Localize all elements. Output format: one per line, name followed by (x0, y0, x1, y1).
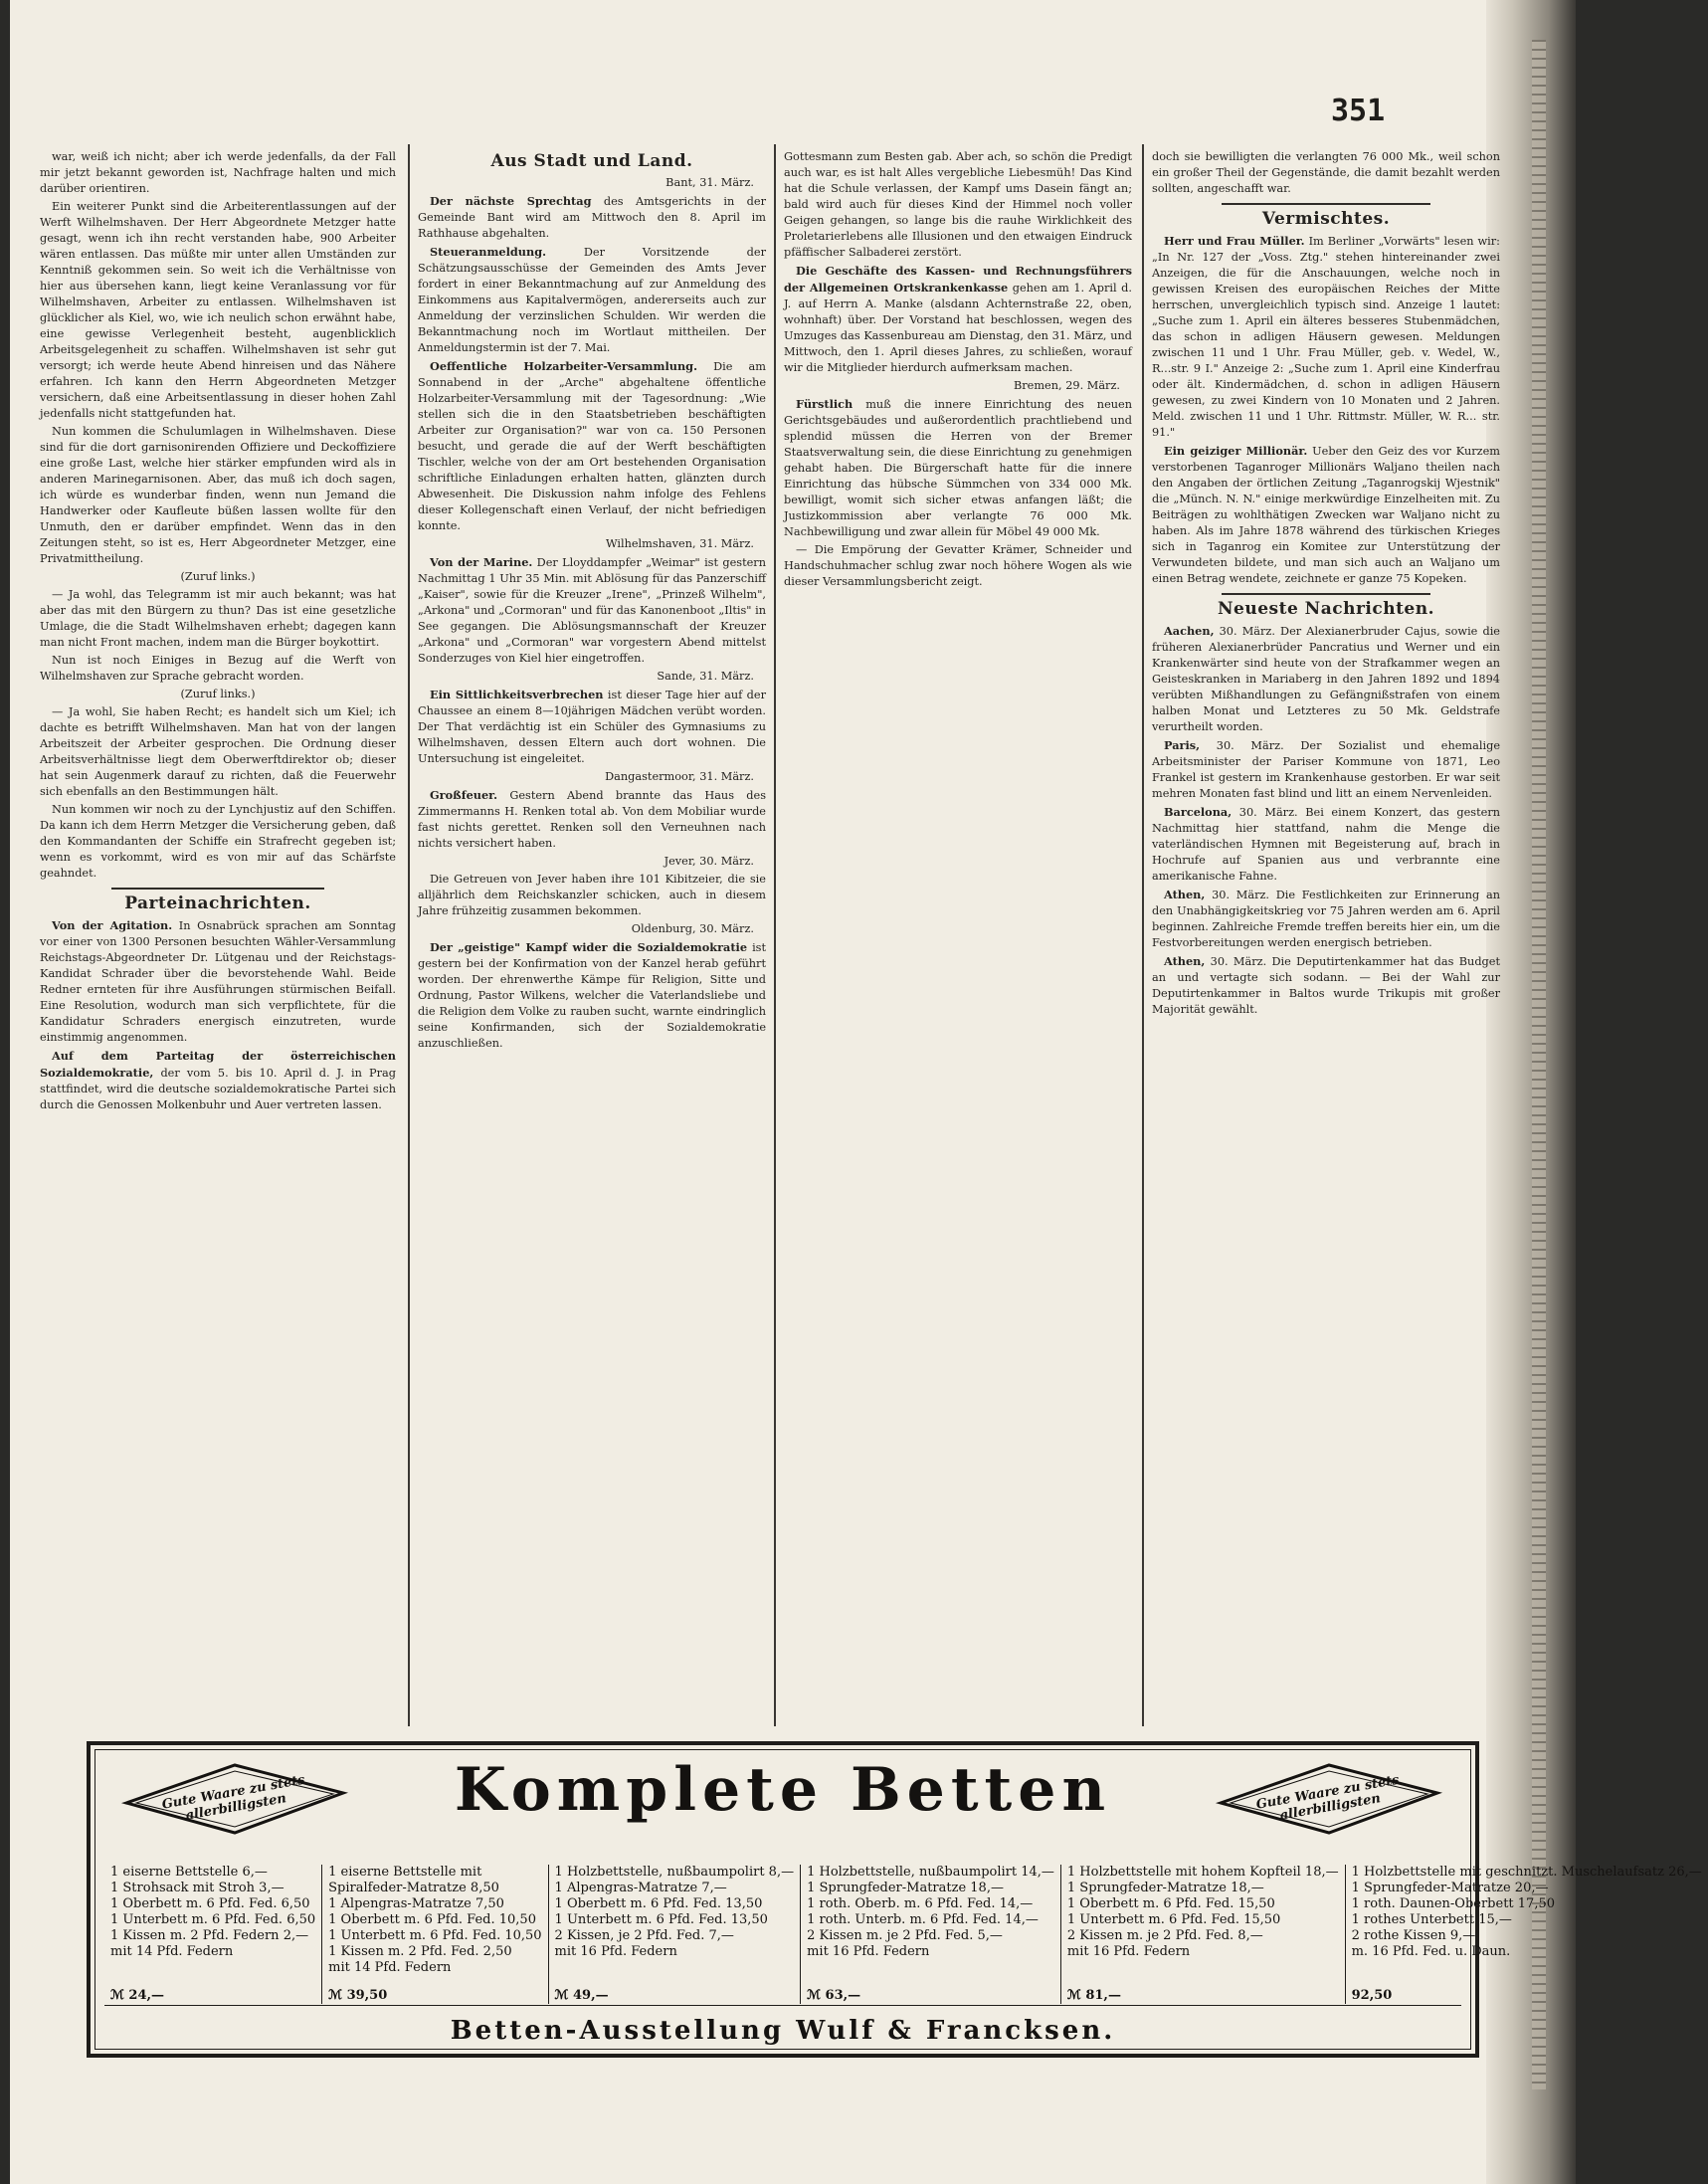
news-item (1152, 804, 1500, 885)
col1-interjection: (Zuruf links.) (180, 688, 256, 700)
dateline: Sande, 31. März. (657, 670, 754, 683)
col2-paragraph (418, 193, 766, 242)
col1-paragraph: Nun kommen wir noch zu der Lynchjustiz auf den Schiffen. Da kann ich dem Herrn Metzger die Versicherung geben, daß den Kommandanten der Schiffe ein Strafrecht gegeben ist; wenn es vorkommt, wird es von mir auf das Schärfste geahndet. (40, 803, 396, 880)
ad-footer-rule (104, 2005, 1461, 2006)
ad-offer-price: ℳ 39,50 (328, 1988, 388, 2003)
ad-offer-item: 1 Kissen m. 2 Pfd. Fed. 2,50 (328, 1944, 512, 1959)
body-text: Gestern Abend brannte das Haus des Zimmermanns H. Renken total ab. Von dem Mobiliar wurde fast nichts gerettet. Renken soll den Verneuhnen nach nichts versichert haben. (418, 789, 767, 850)
page-number: 351 (1331, 94, 1386, 128)
section-heading-vermischtes: Vermischtes. (1261, 209, 1391, 229)
ad-offer-item: 1 roth. Oberb. m. 6 Pfd. Fed. 14,— (807, 1896, 1034, 1911)
lede: Ein Sittlichkeitsverbrechen (430, 688, 604, 701)
dateline: Dangastermoor, 31. März. (605, 770, 754, 783)
body-text: Ueber den Geiz des vor Kurzem verstorbenen Taganroger Millionärs Waljano theilen nach den Angaben der örtlichen Zeitung „Taganrogskij Wjestnik" die „Münch. N. N." einige merkwürdige Einzelheiten mit. Zu Beiträgen zu wohlthätigen Zwecken war Waljano nicht zu haben. Als im Jahre 1878 während des türkischen Krieges sich in Taganrog ein Komitee zur Unterstützung der Verwundeten bildete, und man sich auch an Waljano um einen Betrag wendete, zeichnete er ganze 75 Kopeken. (1152, 445, 1500, 585)
ad-offer-item: 1 Unterbett m. 6 Pfd. Fed. 10,50 (328, 1928, 542, 1943)
ad-offer-item: mit 16 Pfd. Federn (807, 1944, 930, 1959)
col3-paragraph: — Die Empörung der Gevatter Krämer, Schneider und Handschuhmacher schlug zwar noch höhere Wogen als wie dieser Versammlungsbericht zeigt. (784, 543, 1132, 588)
body-text: ist dieser Tage hier auf der Chaussee an einem 8—10jährigen Mädchen verübt worden. Der That verdächtig ist ein Schüler des Gymnasiums zu Wilhelmshaven, dessen Eltern auch dort wohnen. Die Untersuchung ist eingeleitet. (418, 689, 766, 765)
col2-paragraph (418, 554, 766, 667)
ad-offer-item: 1 Holzbettstelle mit hohem Kopfteil 18,— (1066, 1865, 1339, 1880)
ad-offer (104, 1865, 322, 2004)
col1-paragraph: war, weiß ich nicht; aber ich werde jedenfalls, da der Fall mir jetzt bekannt geworden ist, Nachfrage halten und mich darüber orientiren. (40, 150, 396, 195)
section-heading-partei: Parteinachrichten. (124, 893, 311, 913)
ad-offer-item: 1 eiserne Bettstelle 6,— (110, 1865, 268, 1880)
body-text: ist gestern bei der Konfirmation von der Kanzel herab geführt worden. Der ehrenwerthe Kämpe für Religion, Sitte und Ordnung, Pastor Wilkens, welcher die Vaterlandsliebe und die Religion dem Volke zu rauben sucht, warnte eindringlich seine Konfirmanden, sich der Sozialdemokratie anzuschließen. (418, 941, 767, 1050)
col2-paragraph (418, 358, 766, 534)
lede: Die Geschäfte des Kassen- und Rechnungsführers der Allgemeinen Ortskrankenkasse (784, 264, 1132, 295)
body-text: Die am Sonnabend in der „Arche" abgehaltene öffentliche Holzarbeiter-Versammlung mit der Tagesordnung: „Wie stellen sich die in den Staatsbetrieben beschäftigten Arbeiter zur Organisation?" war von ca. 150 Personen besucht, und gerade die auf der Werft beschäftigten Tischler, welche von der am Ort bestehenden Organisation schriftliche Einladungen erhalten hatten, glänzten durch Abwesenheit. Die Diskussion nahm infolge des Fehlens dieser Kollegenschaft einen Verlauf, der nicht befriedigen konnte. (418, 360, 766, 532)
ad-offer-item: 1 Oberbett m. 6 Pfd. Fed. 15,50 (1066, 1896, 1275, 1911)
ad-offer-price: 92,50 (1351, 1988, 1393, 2003)
ad-offer-item: 1 rothes Unterbett 15,— (1351, 1912, 1512, 1927)
column-1 (40, 149, 396, 1731)
section-divider (1222, 203, 1430, 205)
ad-offer-price: ℳ 49,— (554, 1988, 609, 2003)
ad-badge-text: Gute Waare zu stets allerbilligsten (1254, 1772, 1401, 1824)
col3-paragraph (784, 263, 1132, 376)
col1-paragraph: Nun ist noch Einiges in Bezug auf die Werft von Wilhelmshaven zur Sprache gebracht worden. (40, 654, 396, 683)
ad-offer-item: 2 rothe Kissen 9,— (1351, 1928, 1476, 1943)
body-text: 30. März. Die Deputirtenkammer hat das Budget an und vertagte sich sodann. — Bei der Wahl zur Deputirtenkammer in Baltos wurde Trikupis mit großer Majorität gewählt. (1152, 955, 1501, 1016)
ad-offer-item: 1 eiserne Bettstelle mit (328, 1865, 482, 1880)
news-place: Athen, (1164, 888, 1206, 901)
col3-paragraph (784, 396, 1132, 540)
ad-offer (549, 1865, 802, 2004)
section-divider (1222, 593, 1430, 595)
col4-paragraph (1152, 233, 1500, 441)
body-text: der vom 5. bis 10. April d. J. in Prag stattfindet, wird die deutsche sozialdemokratische Partei sich durch die Genossen Molkenbuhr und Auer vertreten lassen. (40, 1067, 397, 1111)
lede: Oeffentliche Holzarbeiter-Versammlung. (430, 359, 698, 373)
col1-paragraph: Nun kommen die Schulumlagen in Wilhelmshaven. Diese sind für die dort garnisonirenden Offiziere und Deckoffiziere eine große Last, welche hier stärker empfunden wird als in anderen Marinegarnisonen. Aber, das muß ich doch sagen, ich würde es wunderbar finden, wenn nun Jemand die Handwerker oder Kaufleute büßen lassen wollte für den Unmuth, den er darüber empfindet. Wenn das in den Zeitungen steht, so ist es, Herr Abgeordneter Metzger, eine Privatmittheilung. (40, 425, 396, 565)
ad-offer-item: 1 Oberbett m. 6 Pfd. Fed. 6,50 (110, 1896, 310, 1911)
news-place: Aachen, (1164, 624, 1215, 638)
body-text: Im Berliner „Vorwärts" lesen wir: „In Nr. 127 der „Voss. Ztg." stehen hintereinander zwei Anzeigen, die für die Anschauungen, welche noch in gewissen Kreisen des europäischen Reiches der Mitte herrschen, unvergleichlich typisch sind. Anzeige 1 lautet: „Suche zum 1. April ein älteres besseres Stubenmädchen, das schon in adligen Häusern gewesen. Meldungen zwischen 11 und 1 Uhr. Frau Müller, geb. v. Wedel, W., R...str. 9 I." Anzeige 2: „Suche zum 1. April eine Kinderfrau oder ält. Kindermädchen, d. schon in adligen Häusern gewesen, zu zwei Kindern von 10 Monaten und 2 Jahren. Meld. zwischen 11 und 1 Uhr. Rittmstr. Müller, W. R... str. 91." (1152, 235, 1500, 439)
col1-partei-paragraph (40, 917, 396, 1046)
ad-offer-item: 1 roth. Daunen-Oberbett 17,50 (1351, 1896, 1555, 1911)
news-item (1152, 737, 1500, 802)
dateline: Bremen, 29. März. (1013, 379, 1120, 392)
body-text: In Osnabrück sprachen am Sonntag vor einer von 1300 Personen besuchten Wähler-Versammlung Reichstags-Abgeordneter Dr. Lütgenau und der Reichstags-Kandidat Schrader über die bevorstehende Wahl. Beide Redner ernteten für ihre Ausführungen stürmischen Beifall. Eine Resolution, wodurch man sich verpflichtete, für die Kandidatur Schraders energisch einzutreten, wurde einstimmig angenommen. (40, 919, 396, 1044)
ad-offer-item: 1 Holzbettstelle, nußbaumpolirt 8,— (554, 1865, 795, 1880)
ad-offer (1346, 1865, 1708, 2004)
ad-offer (322, 1865, 548, 2004)
column-rule (774, 144, 776, 1726)
col4-paragraph (1152, 443, 1500, 587)
dateline: Wilhelmshaven, 31. März. (605, 537, 754, 550)
ad-offer-item: m. 16 Pfd. Fed. u. Daun. (1351, 1944, 1511, 1959)
ad-offer-item: 1 Oberbett m. 6 Pfd. Fed. 10,50 (328, 1912, 536, 1927)
ad-offer-item: 2 Kissen m. je 2 Pfd. Fed. 8,— (1066, 1928, 1263, 1943)
ad-badge-text: Gute Waare zu stets allerbilligsten (160, 1772, 306, 1824)
ad-offer-item: mit 16 Pfd. Federn (1066, 1944, 1191, 1959)
news-item (1152, 953, 1500, 1018)
body-text: 30. März. Bei einem Konzert, das gestern Nachmittag hier stattfand, nahm die Menge die vaterländischen Hymnen mit Begeisterung auf, brach in Hochrufe auf Spanien aus und verbrannte eine amerikanische Fahne. (1152, 806, 1500, 883)
news-place: Barcelona, (1164, 805, 1233, 819)
body-text: 30. März. Der Alexianerbruder Cajus, sowie die früheren Alexianerbrüder Pancratius und Werner und ein Krankenwärter sind heute von der Strafkammer wegen an Geisteskranken in Mariaberg in den Jahren 1892 und 1894 verübten Mißhandlungen zu Gefängnißstrafen von einem halben Monat und Letzteres zu 50 Mk. Geldstrafe verurtheilt worden. (1152, 625, 1500, 733)
ad-offer-item: 1 Alpengras-Matratze 7,50 (328, 1896, 504, 1911)
ad-offer-item: 2 Kissen, je 2 Pfd. Fed. 7,— (554, 1928, 734, 1943)
ad-offer-item: 1 Sprungfeder-Matratze 20,— (1351, 1881, 1549, 1895)
news-item (1152, 623, 1500, 735)
lede: Von der Marine. (430, 555, 533, 569)
ad-title: Komplete Betten (454, 1755, 1112, 1825)
ad-offer-item: 1 Sprungfeder-Matratze 18,— (807, 1881, 1004, 1895)
col2-paragraph (418, 687, 766, 767)
ad-offer-price: ℳ 63,— (807, 1988, 861, 2003)
lede: Steueranmeldung. (430, 245, 547, 259)
section-divider (111, 888, 325, 890)
body-text: gehen am 1. April d. J. auf Herrn A. Manke (alsdann Achternstraße 22, oben, wohnhaft) über. Der Vorstand hat beschlossen, wegen des Umzuges das Kassenbureau am Dienstag, den 31. März, und Mittwoch, den 1. April dieses Jahres, zu schließen, worauf wir die Mitglieder hierdurch aufmerksam machen. (784, 282, 1132, 374)
ad-offer-item: 1 Oberbett m. 6 Pfd. Fed. 13,50 (554, 1896, 763, 1911)
col1-paragraph: — Ja wohl, das Telegramm ist mir auch bekannt; was hat aber das mit den Bürgern zu thun? Das ist eine gesetzliche Umlage, die die Stadt Wilhelmshaven erhebt; dagegen kann man nicht Front machen, indem man die Bürger boykottirt. (40, 588, 396, 649)
body-text: Der Vorsitzende der Schätzungsausschüsse der Gemeinden des Amts Jever fordert in einer Bekanntmachung auf zur Anmeldung des Einkommens aus Kapitalvermögen, andererseits auch zur Anmeldung der verzinslichen Schulden. Wir werden die Bekanntmachung noch im Wortlaut mittheilen. Der Anmeldungstermin ist der 7. Mai. (418, 246, 766, 354)
binding-stack (1532, 40, 1546, 2089)
dateline: Bant, 31. März. (665, 176, 754, 189)
news-place: Paris, (1164, 738, 1201, 752)
lede: Der nächste Sprechtag (430, 194, 592, 208)
column-rule (1142, 144, 1144, 1726)
ad-offer-item: 2 Kissen m. je 2 Pfd. Fed. 5,— (807, 1928, 1003, 1943)
lede: Von der Agitation. (52, 918, 173, 932)
body-text: 30. März. Die Festlichkeiten zur Erinnerung an den Unabhängigkeitskrieg vor 75 Jahren werden am 6. April beginnen. Zahlreiche Fremde treffen bereits hier ein, um die Festvorbereitungen werden energisch betrieben. (1152, 889, 1501, 949)
ad-offer-item: 1 Alpengras-Matratze 7,— (554, 1881, 727, 1895)
ad-offer-item: mit 14 Pfd. Federn (328, 1960, 452, 1975)
ad-offer-item: 1 Sprungfeder-Matratze 18,— (1066, 1881, 1264, 1895)
column-2 (418, 149, 766, 1731)
ad-offer-item: Spiralfeder-Matratze 8,50 (328, 1881, 499, 1895)
ad-offer-price: ℳ 24,— (110, 1988, 165, 2003)
ad-badge-right (1215, 1757, 1443, 1839)
ad-footer: Betten-Ausstellung Wulf & Francksen. (450, 2016, 1116, 2046)
lede: Der „geistige" Kampf wider die Sozialdemokratie (430, 940, 748, 954)
col2-paragraph (418, 787, 766, 852)
ad-offer-item: 1 roth. Unterb. m. 6 Pfd. Fed. 14,— (807, 1912, 1039, 1927)
scan-left-edge (0, 0, 10, 2184)
body-text: Der Lloyddampfer „Weimar" ist gestern Nachmittag 1 Uhr 35 Min. mit Ablösung für das Panzerschiff „Kaiser", sowie für die Kreuzer „Irene", „Prinzeß Wilhelm", „Arkona" und „Cormoran" und für das Kanonenboot „Iltis" in See gegangen. Die Ablösungsmannschaft der Kreuzer „Arkona" und „Cormoran" war vorgestern Abend mittelst Sonderzuges von Kiel hier eingetroffen. (418, 556, 766, 665)
ad-offer-price: ℳ 81,— (1066, 1988, 1121, 2003)
col1-paragraph: — Ja wohl, Sie haben Recht; es handelt sich um Kiel; ich dachte es betrifft Wilhelmshaven. Man hat von der langen Arbeitszeit der Arbeiter gesprochen. Die Ordnung dieser Arbeitsverhältnisse liegt dem Oberwerftdirektor ob; dieser hat sein Augenmerk darauf zu richten, daß die Feuerwehr sich ebenfalls an den Bestimmungen hält. (40, 705, 396, 798)
column-rule (408, 144, 410, 1726)
lede: Ein geiziger Millionär. (1164, 444, 1308, 458)
ad-offer-item: 1 Holzbettstelle, nußbaumpolirt 14,— (807, 1865, 1054, 1880)
col2-paragraph (418, 939, 766, 1052)
column-4 (1152, 149, 1500, 1731)
body-text: des Amtsgerichts in der Gemeinde Bant wird am Mittwoch den 8. April im Rathhause abgehalten. (418, 195, 766, 240)
ad-offer-item: mit 14 Pfd. Federn (110, 1944, 234, 1959)
ad-offer-item: 1 Unterbett m. 6 Pfd. Fed. 6,50 (110, 1912, 316, 1927)
body-text: 30. März. Der Sozialist und ehemalige Arbeitsminister der Pariser Kommune von 1871, Leo Frankel ist gestern im Krankenhause gestorben. Er war seit mehren Monaten fast blind und litt an einem Nervenleiden. (1152, 739, 1501, 800)
ad-offer (801, 1865, 1061, 2004)
lede: Fürstlich (796, 397, 854, 411)
col2-paragraph (418, 244, 766, 356)
col3-paragraph: Gottesmann zum Besten gab. Aber ach, so schön die Predigt auch war, es ist halt Alles vergebliche Liebesmüh! Das Kind hat die Schule verlassen, der Kampf ums Dasein fängt an; bald wird auch für dieses Kind der Himmel noch voller Geigen gehangen, so lange bis die rauhe Wirklichkeit des Proletarierlebens alle Illusionen und den etwaigen Eindruck pfäffischer Salbaderei zerstört. (784, 150, 1132, 259)
column-3 (784, 149, 1132, 1731)
dateline: Oldenburg, 30. März. (631, 922, 754, 935)
col1-interjection: (Zuruf links.) (180, 570, 256, 583)
bed-advertisement (87, 1741, 1702, 2058)
col1-paragraph: Ein weiterer Punkt sind die Arbeiterentlassungen auf der Werft Wilhelmshaven. Der Herr Abgeordnete Metzger hatte gesagt, wenn ich ihn recht verstanden habe, 900 Arbeiter wären entlassen. Das müßte mir unter allen Umständen zur Kenntniß gekommen sein. So weit ich die Verhältnisse von hier aus übersehen kann, liegt keine Veranlassung vor für Wilhelmshaven, Arbeiter zu entlassen. Wilhelmshaven ist glücklicher als Kiel, wo, wie ich neulich schon erwähnt habe, eine gewisse Verlegenheit besteht, augenblicklich Arbeitsgelegenheit zu schaffen. Wilhelmshaven ist sehr gut versorgt; ich werde heute Abend hinreisen und das Nähere erfahren. Ich kann den Herrn Abgeordneten Metzger versichern, daß eine Arbeitsentlassung in dieser hohen Zahl jedenfalls nicht stattgefunden hat. (40, 200, 396, 420)
news-place: Athen, (1164, 954, 1206, 968)
ad-offer-item: 1 Holzbettstelle mit geschnitzt. Muschelaufsatz 26,— (1351, 1865, 1702, 1880)
ad-offer-columns (104, 1865, 1702, 2004)
dateline: Jever, 30. März. (664, 855, 754, 868)
ad-offer-item: 1 Unterbett m. 6 Pfd. Fed. 15,50 (1066, 1912, 1281, 1927)
ad-offer-item: 1 Kissen m. 2 Pfd. Federn 2,— (110, 1928, 309, 1943)
ad-offer-item: 1 Strohsack mit Stroh 3,— (110, 1881, 285, 1895)
col1-partei-paragraph (40, 1048, 396, 1113)
ad-offer-item: 1 Unterbett m. 6 Pfd. Fed. 13,50 (554, 1912, 768, 1927)
ad-offer-item: mit 16 Pfd. Federn (554, 1944, 677, 1959)
section-heading-neueste: Neueste Nachrichten. (1217, 599, 1435, 619)
ad-offer (1061, 1865, 1346, 2004)
section-heading-stadt-land: Aus Stadt und Land. (490, 151, 693, 171)
lede: Auf dem Parteitag der österreichischen Sozialdemokratie, (40, 1049, 396, 1080)
lede: Großfeuer. (430, 788, 498, 802)
lede: Herr und Frau Müller. (1164, 234, 1305, 248)
col4-paragraph: doch sie bewilligten die verlangten 76 000 Mk., weil schon ein großer Theil der Gegenstände, die damit bezahlt werden sollten, angeschafft war. (1152, 150, 1500, 195)
body-text: muß die innere Einrichtung des neuen Gerichtsgebäudes und außerordentlich prachtliebend und splendid müssen die Herren von der Bremer Staatsverwaltung sein, die diese Einrichtung zu genehmigen gehabt haben. Die Bürgerschaft hatte für die innere Einrichtung das hübsche Sümmchen von 334 000 Mk. bewilligt, womit sich sicher etwas anfangen läßt; die Justizkommission aber verlangte 76 000 Mk. Nachbewilligung und zwar allein für Möbel 49 000 Mk. (784, 398, 1132, 538)
col2-paragraph: Die Getreuen von Jever haben ihre 101 Kibitzeier, die sie alljährlich dem Reichskanzler schicken, auch in diesem Jahre frühzeitig zusammen bekommen. (418, 873, 766, 917)
news-item (1152, 887, 1500, 951)
